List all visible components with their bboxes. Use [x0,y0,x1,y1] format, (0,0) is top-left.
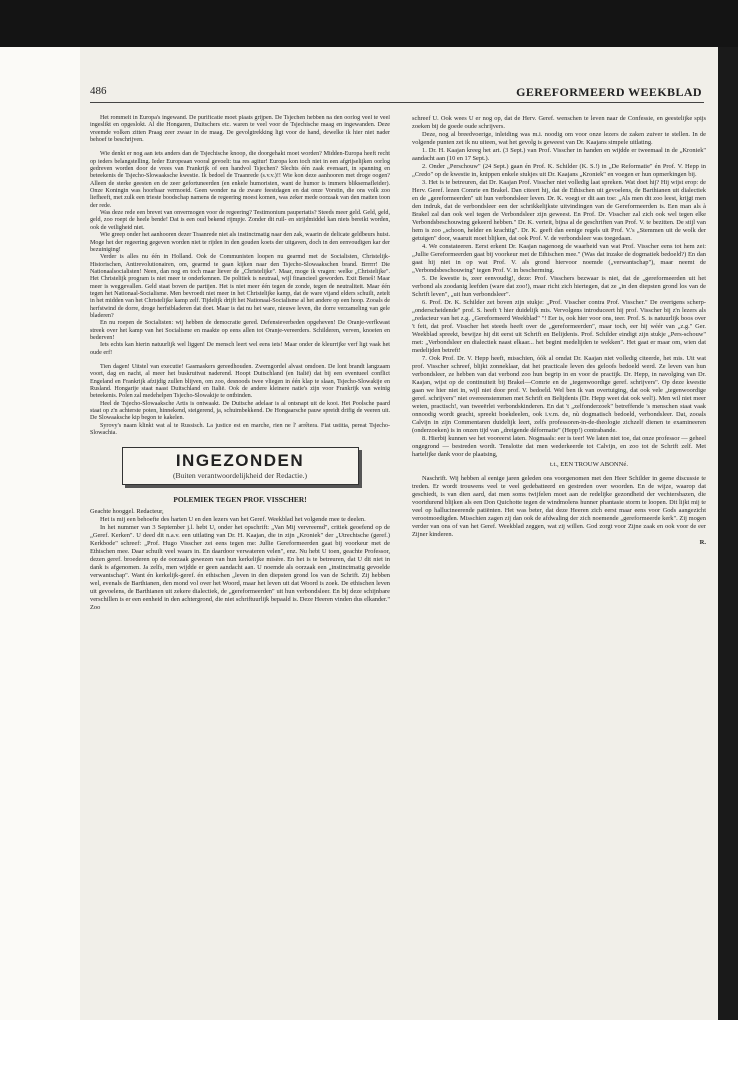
left-column [90,115,390,1015]
paragraph: Iets echts kan hierin natuurlijk wel liggen! De mensch leert wel eens iets! Maar onder de kleurrijke verf ligt vaak het oude erf! [90,342,390,356]
paragraph: Verder is alles nu één in Holland. Ook de Communisten loopen nu gearmd met de Socialisten, Christelijk-Historischen, Antirevolutionairen, om, gearmd te gaan kijken naar den Tsjecho-Slowaakschen brand. Brrrrr! Die Nationaalsocialisten! Neen, dan nog en toch maar liever de „Christelijke". Maar, moge ik vragen: welke „Christelijke". Het Christelijk program is niet meer te onderkennen. De politiek is neutraal, wijl financieel geworden. Exit Beneš! Maar meer is weggevallen. Geld staat boven de partijen. Het is niet meer één tegen de zonde, tegen de neutraliteit. Maar één tegen het Nationaal-Socialisme. Men bevroedt niet meer in het Christelijke kamp, dat de ware vijand elders schuilt, zetelt in het midden van het Christelijke kamp zelf. Tijdelijk drijft het Nationaal-Socialisme al het andere op een hoop. Zooals de herfstwind de dorre, droge herfstbladeren dat doet. Maar is dat nu het ware, nieuwe leven, die dorre verzameling van gele bladeren? [90,254,390,319]
paragraph: Het rommelt in Europa's ingewand. De purificatie moet plaats grijpen. De Tsjechen hebben na den oorlog veel te veel ingeslikt en opgeslokt. Al die Hongaren, Duitschers etc. waren te veel voor de Tsjechische maag en ingewanden. Deze vreemde volken zitten Praag zeer zwaar in de maag. De gevolgtrekking ligt voor de hand, dewelke ik hier niet nader behoef te beschrijven. [90,115,390,144]
paragraph: In het nummer van 3 September j.l. hebt U, onder het opschrift: „Van Mij vervreemd", critiek geoefend op de „Geref. Kerken". U deed dit n.a.v. een uitlating van Dr. H. Kaajan, die in zijn „Kroniek" der „Utrechtsche (geref.) Kerkbode" schreef: „Prof. Hugo Visscher zei eens tegen me: Jullie Gereformeerden gaat bij voorkeur met de Ethischen mee. Daar schuilt veel waars in. En daardoor verwateren velen", enz. Nu hebt U toen, geachte Professor, dezen geref. broederen op de oorzaak gewezen van hun kerkelijke misère. En het is te betreuren, dat U dit niet in dank is afgenomen. Ja zelfs, men wijdde er geen aandacht aan. U noemde als oorzaak een „instinctmatig gevoelde verwantschap". Want én kerkelijk-geref. én ethischen „leven in den diepsten grond los van de Schrift. Zij hebben wel, evenals de Barthianen, den mond vol over het Woord, maar het leven uit dat Woord is zoek. De ethischen leven uit gevoelens, de Barthianen uit zekere dialectiek, de „gereformeerden" uit hun verbondsleer. En bij deze schijnbare verschillen is er een eenheid in den achtergrond, die niet schriftuurlijk bepaald is. Deze Heeren vinden dus elkander." Zoo [90,524,390,612]
editor-initial: R. [699,539,706,546]
numbered-paragraph: 2. Onder „Perschouw" (24 Sept.) gaan én Prof. K. Schilder (K. S.!) in „De Reformatie" én Prof. V. Hepp in „Credo" op de kwestie in, knippen enkele stukjes uit Dr. Kaajans „Kroniek" en voegen er hun opmerkingen bij. [412,163,706,178]
running-title: GEREFORMEERD WEEKBLAD [516,85,702,99]
page-number: 486 [90,85,107,97]
numbered-paragraph: 7. Ook Prof. Dr. V. Hepp heeft, misschien, óók al omdat Dr. Kaajan niet volledig citeerde, het mis. Uit wat prof. Visscher schreef, blijkt zonneklaar, dat het practicale leven des geloofs bedoeld werd. Ze leven van hun verbondsleer, ze hebben van dat verbond zoo hun begrip in en voor de practijk. Dr. Hepp, in navolging van Dr. Kaajan, wijst op de continuiteit bij Brakel—Comrie en de „tegenwoordige geref. schrijvers". Op deze kwestie gaan we hier niet in, wijl niet door prof. V. bedoeld. Wel ben ik van overtuiging, dat ook vele „tegenwoordige geref. schrijvers" niet overeenstemmen met Schrift en Belijdenis (Dr. Hepp weet dat ook wel!). Men wil niet meer weten, practisch!, van tweeërlei verbondskinderen. En dat 't „zelfonderzoek" betreffende 's menschen staat vaak onnoodig wordt geacht, spreekt boekdeelen, ook i.v.m. de, nù dogmatisch bedoeld, verbondsleer. Dat, zooals Calvijn in zijn Commentaren duidelijk leert, zelfs professoren-in-de-theologie zichzelf dienen te examineeren (onderzoeken) is in onzen tijd van „dreigende déformatie" (Hepp!) contrabande. [412,355,706,434]
scan-top-border [0,0,738,47]
paragraph: Was deze rede een brevet van onvermogen voor de regeering? Testimonium paupertatis? Steeds meer geld. Geld, geld, geld, zoo roept de heele bende! Dat is een oud bekend rijmpje. Zonder dit ruil- en strijdmiddel kan niets bereikt worden, ook de veiligheid niet. [90,210,390,231]
page-header [90,85,708,101]
scan-bottom-border [0,1020,738,1068]
page-margin [0,47,80,1020]
letter-signature: t.t., EEN TROUW ABONNé. [550,461,628,468]
newspaper-page [0,47,718,1020]
paragraph: En nu roepen de Socialisten: wij hebben de democratie gered. Defensieverbeden opgeheven! De Oranje-verfkwast streek over het kamp van het Socialisme en maakte op eens allen tot Oranje-vereerders. Schilderen, verven, knoeien en bederven! [90,320,390,341]
section-header-box [122,447,359,485]
numbered-paragraph: 3. Het is te betreuren, dat Dr. Kaajan Prof. Visscher niet volledig laat spreken. Wat doet hij? Hij wijst erop: de Herv. Geref. lezen Comrie en Brakel. Dan citeert hij, dat de Ethischen uit gevoelens, de Barthianen uit dialectiek en de „gereformeerden" uit hun verbondsleer leven. Dr. K. voegt er dit aan toe: „Als men dit zoo leest, krijgt men den indruk, dat de verbondsleer een der schrikkelijkste uitvindingen van de Gereformeerden is. Een man als à Brakel zal dan ook wel tegen de Verbondsleer zijn geweest. En Prof. Dr. Visscher zal zich ook wel tegen elke Verbondsbeschouwing gekeerd hebben." Dr. K. verteit, bijna al de geschriften van Prof. V. te bezitten. De stijl van hem is zoo „schoon, helder en krachtig". Dr. K. geeft dan eenige regels uit Prof. V.'s „Stemmen uit de wolk der getuigen" door, waaruit moet blijken, dat ook Prof. V. de verbondsleer was toegedaan. [412,179,706,242]
section-subtitle: (Buiten verantwoordelijkheid der Redactie.) [172,471,308,481]
paragraph: Wie greep onder het aanhooren dezer Traanrede niet als instinctmatig naar den zak, waarin de delicate geldbeurs huist. Moge het der regeering gegeven worden niet te rijden in den gouden koets der uitgaven, doch in den eenvoudigen kar der bezuiniging! [90,232,390,253]
paragraph: Het is mij een behoefte des harten U en den lezers van het Geref. Weekblad het volgende mee te deelen. [100,516,366,524]
numbered-paragraph: 4. We constateeren. Eerst erkent Dr. Kaajan nagenoeg de waarheid van wat Prof. Visscher eens tot hem zei: „Jullie Gereformeerden gaat bij voorkeur met de Ethischen mee." (Was dat inzake de dogmatiek bedoeld?) En dan gaat hij niet in op wat Prof. V. als grond hiervoor noemde („verwantschap"), maar neemt de „Verbondsbeschouwing" tegen Prof. V. in bescherming. [412,243,706,274]
paragraph: Syrovy's naam klinkt wat al te Russisch. La justice est en marche, rien ne l' arrêtera. Fiat ustitia, pereat Tsjecho-Slowachia. [90,422,390,437]
paragraph: Wie denkt er nog aan iets anders dan de Tsjechische knoop, die doorgehakt moet worden? Midden-Europa heeft recht op ieders belangstelling. Ieder Europeaan vooral gevoelt: tua res agitur! Europa kon toch niet in een afgrijselijken oorlog gedreven worden door de vrees van Frankrijk of een handvol Tsjechen? Slechts één zaak evenaart, in spanning en beteekenis de Tsjecho-Slowaaksche kwestie. Ik bedoel de Traanrede (s.v.v.)!! Wie kon deze aanhooren met droge oogen? Alleen de sterke geesten en de zeer gefortuneerden (en enkele humoristen, want de humor is immers bliksemafleider). Onze Koningin was hoorbaar vermoeid. Geen wonder na de zware feestdagen en dat onze Vorstin, die ons volk zoo liefheeft, met zulk een trieste boodschap namens de regeering moest komen, was zeker mede oorzaak van den matten toon der rede. [90,151,390,209]
letter-body [90,508,390,612]
letter-greeting: Geachte hooggel. Redacteur, [90,508,164,516]
numbered-paragraph: 8. Hierbij kunnen we het vooreerst laten. Nogmaals: eer is teer! We laten niet toe, dat onze professor — geheel ongegrond — bestreden wordt. Tenslotte dat men wederkeerde tot Calvijn, en zoo tot de Schrift zelf. Met hartelijke dank voor de plaatsing, [412,435,706,458]
editorial-postscript: Naschrift. Wij hebben al eenige jaren geleden ons voorgenomen met den Heer Schilder in geene discussie te treden. Er wordt trouwens veel te veel gedebatteerd en gestreden over woorden. En de wijze, waarop dat geschiedt, is van dien aard, dat men soms twijfelen moet aan de redelijke gezondheid der vechtersbazen, die voortdurend blijken als een Don Quichotte tegen de windmolens hunner phantasie storm te loopen. Dit lijkt mij te veel op hallucineerende patiënten. Het was beter, dat deze Heeren zich eerst maar eens voor Gods aangezicht verootmoedigden. Misschien zagen zij dan ook de afdwaling der zich noemende „gereformeerde kerk". Zij mogen verder van ons of van het Geref. Weekblad zeggen, wat zij willen. God zorgt voor Zijne zaak en ook voor de eer Zijner kinderen. [412,475,706,538]
header-rule [90,102,704,103]
numbered-paragraph: 5. De kwestie is, zeer eenvoudig!, deze: Prof. Visschers bezwaar is niet, dat de „gereformeerden uit het verbond als zoodanig leefden (ware dat zoo!), maar richt zich hiertegen, dat ze „in den diepsten grond los van de Schrift leven", „uit hun verbondsleer". [412,275,706,298]
paragraph: Deze, nog al breedvoerige, inleiding was m.i. noodig om voor onze lezers de zaken zuiver te stellen. In de volgende punten zet ik nu uiteen, wat het gevolg is geweest van Dr. Kaajans simpele uitlating. [412,131,706,146]
paragraph: Heel de Tsjecho-Slowaaksche Artis is ontwaakt. De Duitsche adelaar is al ontsnapt uit de kooi. Het Poolsche paard staat op z'n achterste poten, hinnekend, steigerend, ja, schuimbekkend. De Hongaarsche pauw spreidt drifig de veeren uit. De Slowaaksche kip begon te kakelen. [90,400,390,422]
scan-right-edge [718,47,738,1020]
numbered-paragraph: 1. Dr. H. Kaajan kreeg het art. (3 Sept.) van Prof. Visscher in handen en wijdde er tweemaal in de „Kroniek" aandacht aan (10 en 17 Sept.). [412,147,706,162]
numbered-paragraph: 6. Prof. Dr. K. Schilder zet boven zijn stukje: „Prof. Visscher contra Prof. Visscher." De overigens scherp-„onderscheidende" prof. S. heeft 't hier duidelijk mis. Vervolgens introduceert hij prof. Visscher bij z'n lezers als „redacteur van het z.g. „Gereformeerd Weekblad" "! Eer is, ook hier voor ons, teer. Prof. S. is natuurlijk boos over 't feit, dat prof. Visscher het steeds heeft over de „gereformeerden", maar toch, eer hij wéér van „z.g." Ger. Weekblad spreekt, bewijze hij dit eerst uit Schrift en Belijdenis. Prof. Schilder eindigt zijn stukje „Pers-schouw" met: „Verbondsleer en dialectiek naast elkaar... het begint medelijden te wekken". Het gaat er maar om, wien dat medelijden betreft! [412,299,706,354]
paragraph: schreef U. Ook wees U er nog op, dat de Herv. Geref. wenschen te leven naar de Confessie, en geestelijke spijs zoeken bij de goede oude schrijvers. [412,115,706,130]
paragraph: Tien dagen! Uitstel van executie! Gasmaskers gereedhouden. Zwemgordel alvast omdoen. De lont brandt langzaam voort, dag en nacht, al meer het buskruitvat naderend. Hoopt Duitschland (en Italië) dat bij een eventueel conflict Engeland en Frankrijk afzijdig zullen blijven, om zoo, desnoods twee vliegen in één klap te slaan, Tsjecho-Slowakije en Rusland. Hongarije staat naast Duitschland en Italië. Ook de andere kleinere natie's zijn voor Frankrijk van weinig beteekenis. Polen zal medehelpen Tsjecho-Slowakije te ontbinden. [90,364,390,400]
article-heading: POLEMIEK TEGEN PROF. VISSCHER! [173,495,307,505]
section-title: INGEZONDEN [175,451,305,471]
right-column [412,115,706,1015]
